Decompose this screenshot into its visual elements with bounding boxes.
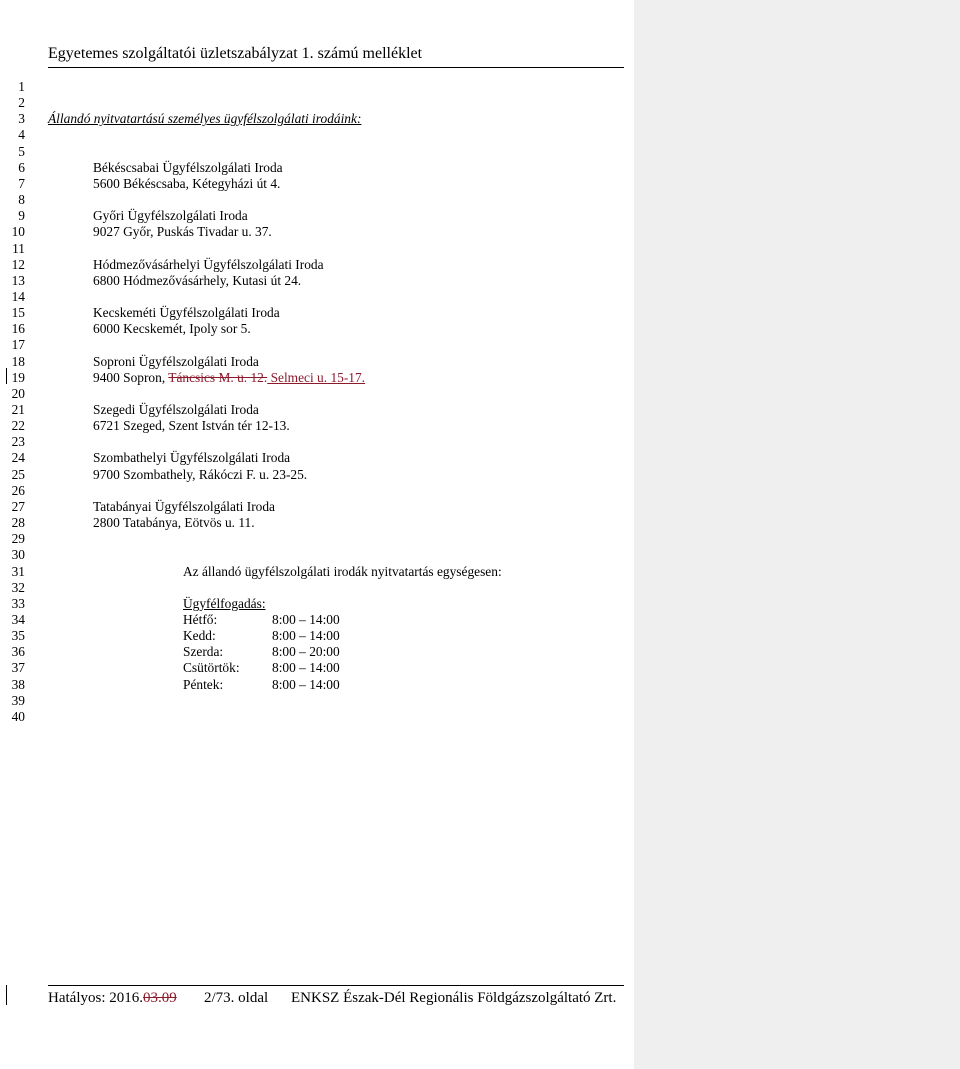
document-line: [0, 176, 630, 192]
document-line: [0, 289, 630, 305]
line-number: 8: [18, 192, 25, 207]
document-line: [0, 515, 630, 531]
line-number: 32: [11, 579, 25, 595]
schedule-hours: 8:00 – 14:00: [272, 676, 340, 692]
office-name: Szegedi Ügyfélszolgálati Iroda: [93, 402, 259, 417]
office-address: 2800 Tatabánya, Eötvös u. 11.: [93, 515, 255, 530]
line-number: 11: [12, 240, 25, 256]
document-line: [0, 337, 630, 353]
line-number: 37: [11, 660, 25, 676]
line-number: 15: [11, 305, 25, 321]
document-line: [0, 370, 630, 386]
document-line: [0, 580, 630, 596]
line-number: 29: [11, 531, 25, 547]
office-address: 6000 Kecskemét, Ipoly sor 5.: [93, 321, 251, 337]
line-number: 30: [11, 547, 25, 563]
schedule-hours: 8:00 – 20:00: [272, 644, 340, 660]
document-line: [0, 499, 630, 515]
line-number: 18: [11, 353, 25, 369]
document-line: [0, 192, 630, 208]
document-line: [0, 628, 630, 644]
document-line: [0, 709, 630, 725]
line-number: 40: [11, 708, 25, 724]
document-line: [0, 79, 630, 95]
page-footer: [48, 985, 624, 1006]
schedule-day: Hétfő:: [183, 611, 218, 627]
line-number: 20: [11, 385, 25, 401]
document-line: [0, 160, 630, 176]
line-number: 36: [11, 644, 25, 660]
office-name: Kecskeméti Ügyfélszolgálati Iroda: [93, 305, 280, 321]
line-number: 27: [11, 498, 25, 514]
line-number: 22: [11, 418, 25, 434]
document-line: [0, 612, 630, 628]
document-line: [0, 386, 630, 402]
line-number: 14: [11, 288, 25, 304]
office-name: Győri Ügyfélszolgálati Iroda: [93, 208, 248, 224]
schedule-hours: 8:00 – 14:00: [272, 611, 340, 627]
document-line: [0, 305, 630, 321]
document-line: [0, 95, 630, 111]
office-name: Soproni Ügyfélszolgálati Iroda: [93, 353, 259, 369]
document-line: [0, 450, 630, 466]
inserted-address: Selmeci u. 15-17.: [267, 369, 366, 385]
line-number: 35: [11, 628, 25, 644]
footer-company: ENKSZ Észak-Dél Regionális Földgázszolgáltató Zrt.: [291, 990, 617, 1006]
line-number: 34: [11, 611, 25, 627]
line-number: 19: [11, 369, 25, 385]
schedule-day: Kedd:: [183, 628, 216, 644]
line-number: 2: [18, 95, 25, 111]
document-line: [0, 224, 630, 240]
office-name: Békéscsabai Ügyfélszolgálati Iroda: [93, 159, 283, 175]
schedule-hours: 8:00 – 14:00: [272, 628, 340, 644]
deleted-date: 03.09: [143, 990, 177, 1006]
office-name: Szombathelyi Ügyfélszolgálati Iroda: [93, 450, 291, 466]
document-line: [0, 402, 630, 418]
line-number: 13: [11, 272, 25, 288]
document-line: [0, 483, 630, 499]
line-number: 23: [11, 434, 25, 450]
office-address: 9400 Sopron, Táncsics M. u. 12. Selmeci u. 15-17.: [93, 369, 366, 385]
line-number: 33: [11, 595, 25, 611]
document-line: [0, 241, 630, 257]
schedule-hours: 8:00 – 14:00: [272, 660, 340, 676]
line-number: 21: [11, 402, 25, 417]
document-line: [0, 144, 630, 160]
line-number: 10: [11, 224, 25, 240]
line-number: 6: [18, 159, 25, 175]
document-line: [0, 273, 630, 289]
line-number: 28: [11, 515, 25, 530]
line-number: 17: [11, 337, 25, 353]
line-number: 24: [11, 450, 25, 466]
document-line: [0, 564, 630, 580]
footer-effective-date: Hatályos: 2016.03.09: [48, 990, 177, 1006]
comment-margin-pane: [634, 0, 960, 1069]
document-line: [0, 434, 630, 450]
document-line: [0, 644, 630, 660]
line-number: 9: [18, 208, 25, 224]
schedule-day: Csütörtök:: [183, 660, 240, 676]
change-bar: [6, 368, 7, 384]
line-number: 4: [18, 127, 25, 143]
document-line: [0, 208, 630, 224]
line-number: 16: [11, 321, 25, 337]
line-number: 1: [18, 79, 25, 94]
deleted-address: Táncsics M. u. 12.: [168, 369, 268, 385]
line-number: 12: [11, 256, 25, 272]
office-address: 6800 Hódmezővásárhely, Kutasi út 24.: [93, 272, 302, 288]
document-line: [0, 660, 630, 676]
document-line: [0, 354, 630, 370]
office-address: 5600 Békéscsaba, Kétegyházi út 4.: [93, 175, 281, 191]
line-number: 25: [11, 466, 25, 482]
line-number: 38: [11, 676, 25, 692]
document-line: [0, 693, 630, 709]
document-line: [0, 127, 630, 143]
line-number: 3: [18, 111, 25, 127]
document-line: [0, 111, 630, 127]
document-line: [0, 677, 630, 693]
line-number: 7: [18, 175, 25, 191]
page-header: [48, 43, 624, 68]
line-number: 5: [18, 143, 25, 159]
document-line: [0, 257, 630, 273]
office-address: 9700 Szombathely, Rákóczi F. u. 23-25.: [93, 466, 308, 482]
hours-intro: Az állandó ügyfélszolgálati irodák nyitvatartás egységesen:: [183, 563, 502, 579]
office-name: Hódmezővásárhelyi Ügyfélszolgálati Iroda: [93, 256, 324, 272]
line-number: 39: [11, 692, 25, 708]
footer-page-number: 2/73. oldal: [204, 990, 269, 1006]
header-title: Egyetemes szolgáltatói üzletszabályzat 1. számú melléklet: [48, 45, 423, 62]
document-line: [0, 596, 630, 612]
hours-title: Ügyfélfogadás:: [183, 595, 266, 611]
schedule-day: Péntek:: [183, 676, 224, 692]
document-line: [0, 547, 630, 563]
office-name: Tatabányai Ügyfélszolgálati Iroda: [93, 498, 275, 514]
office-address: 6721 Szeged, Szent István tér 12-13.: [93, 418, 290, 434]
line-number: 31: [11, 563, 25, 579]
office-address: 9027 Győr, Puskás Tivadar u. 37.: [93, 224, 272, 240]
section-heading: Állandó nyitvatartású személyes ügyfélszolgálati irodáink:: [48, 111, 362, 127]
document-line: [0, 467, 630, 483]
document-line: [0, 418, 630, 434]
document-line: [0, 531, 630, 547]
document-line: [0, 321, 630, 337]
footer-change-bar: [6, 985, 7, 1005]
schedule-day: Szerda:: [183, 644, 224, 660]
line-number: 26: [11, 482, 25, 498]
